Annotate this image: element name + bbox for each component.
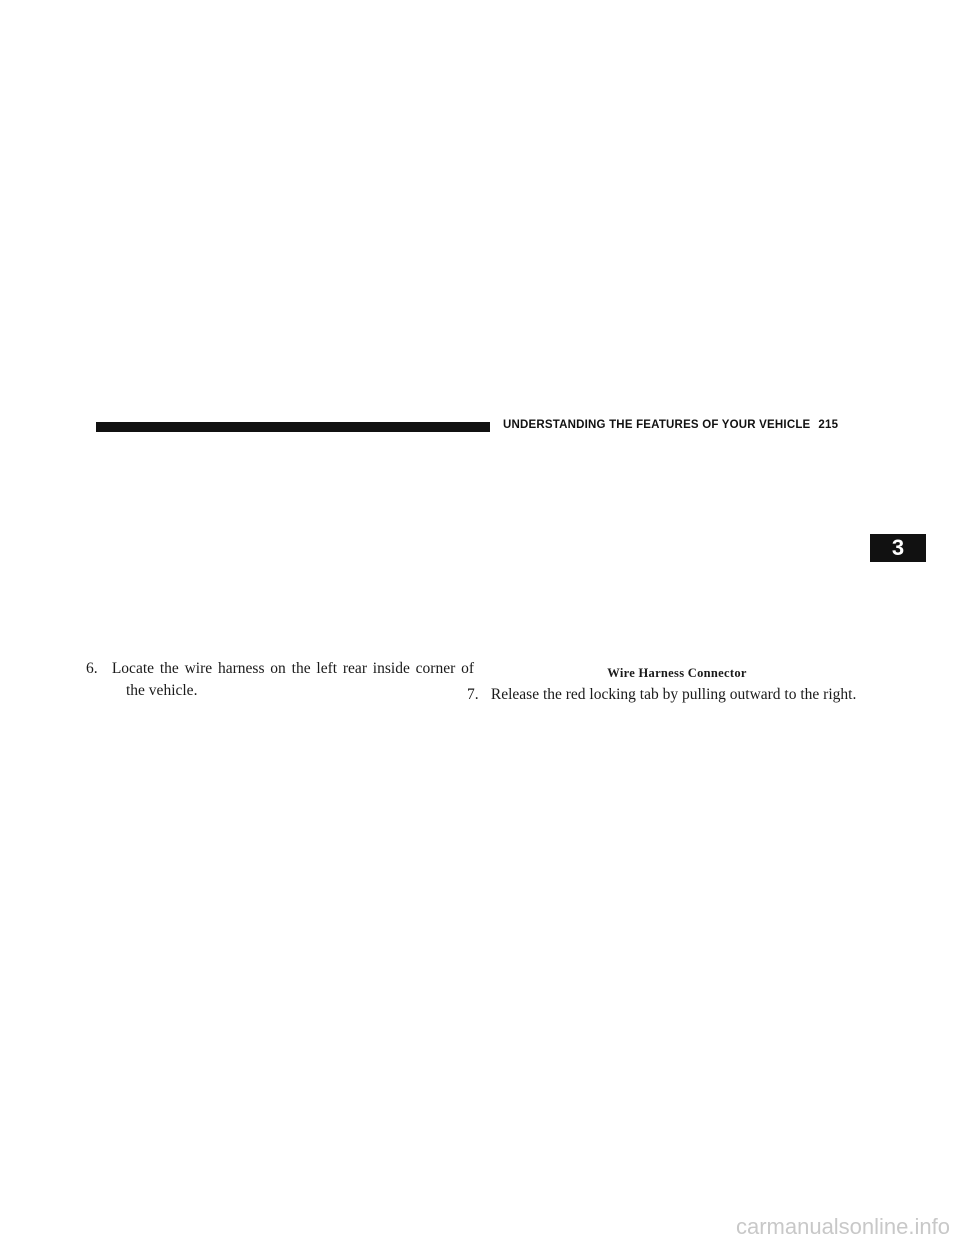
section-title: UNDERSTANDING THE FEATURES OF YOUR VEHICLE: [503, 419, 811, 431]
running-header: [503, 419, 838, 431]
header-rule-bar: [96, 422, 490, 432]
step-7: 7. Release the red locking tab by pulling outward to the right.: [467, 686, 857, 703]
watermark-link[interactable]: carmanualsonline.info: [735, 1214, 950, 1239]
chapter-number: 3: [891, 535, 905, 560]
page-number: 215: [818, 419, 839, 431]
step-text: Locate the wire harness on the left rear inside corner of the vehicle.: [111, 660, 474, 699]
step-text: Release the red locking tab by pulling outward to the right.: [490, 686, 857, 703]
figure-caption: Wire Harness Connector: [607, 666, 747, 680]
step-6: 6. Locate the wire harness on the left rear inside corner of the vehicle.: [86, 660, 474, 699]
chapter-tab: [870, 534, 926, 562]
